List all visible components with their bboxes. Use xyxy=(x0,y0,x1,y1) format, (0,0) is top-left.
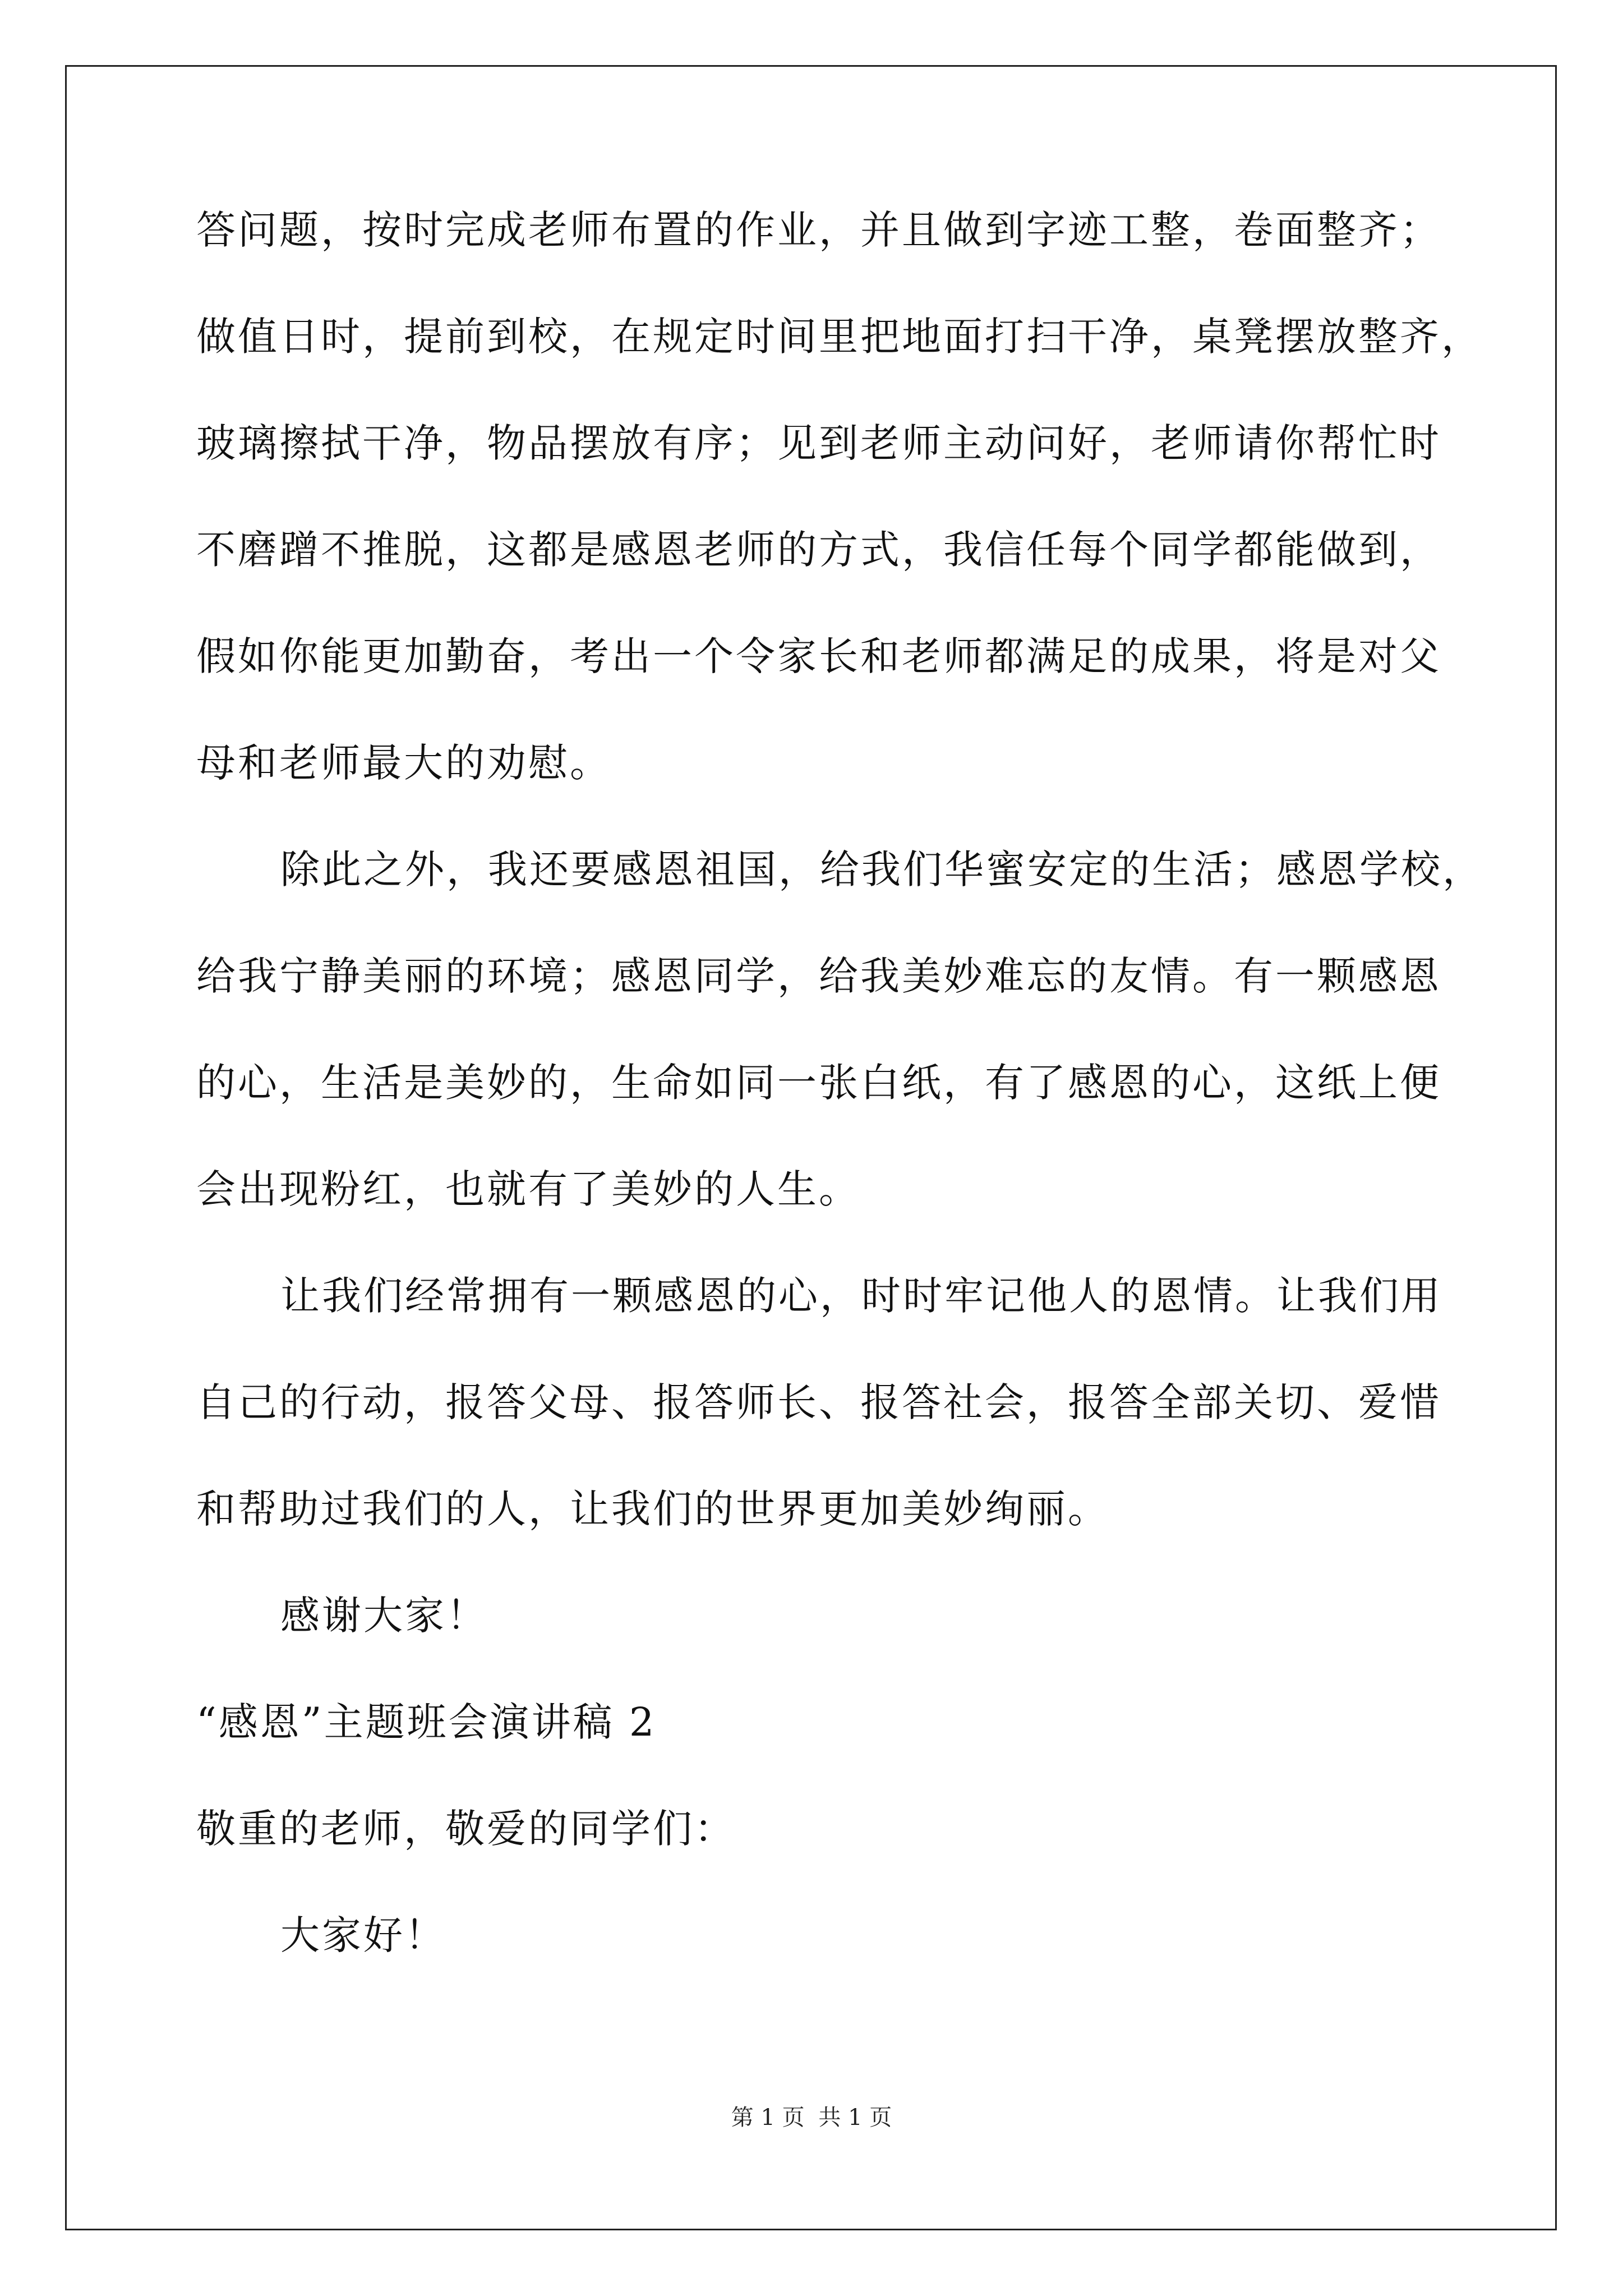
closing-line: 感谢大家！ xyxy=(280,1593,488,1639)
text-line: 和帮助过我们的人，让我们的世界更加美妙绚丽。 xyxy=(196,1486,1109,1532)
salutation: 敬重的老师，敬爱的同学们： xyxy=(196,1806,736,1852)
text-line: 给我宁静美丽的环境；感恩同学，给我美妙难忘的友情。有一颗感恩 xyxy=(196,953,1441,999)
text-line: 除此之外，我还要感恩祖国，给我们华蜜安定的生活；感恩学校， xyxy=(280,846,1484,892)
page-border xyxy=(65,65,1557,2230)
text-line: 答问题，按时完成老师布置的作业，并且做到字迹工整，卷面整齐； xyxy=(196,207,1441,253)
text-line: 玻璃擦拭干净，物品摆放有序；见到老师主动问好，老师请你帮忙时 xyxy=(196,420,1441,466)
greeting: 大家好！ xyxy=(280,1912,446,1958)
text-line: 的心，生活是美妙的，生命如同一张白纸，有了感恩的心，这纸上便 xyxy=(196,1060,1441,1106)
page-total: 共 1 页 xyxy=(818,2105,892,2131)
text-line: 不磨蹭不推脱，这都是感恩老师的方式，我信任每个同学都能做到， xyxy=(196,527,1441,573)
text-line: 让我们经常拥有一颗感恩的心，时时牢记他人的恩情。让我们用 xyxy=(280,1273,1442,1319)
text-line: 会出现粉红，也就有了美妙的人生。 xyxy=(196,1166,860,1212)
text-line: 自己的行动，报答父母、报答师长、报答社会，报答全部关切、爱惜 xyxy=(196,1379,1441,1425)
text-line: 假如你能更加勤奋，考出一个令家长和老师都满足的成果，将是对父 xyxy=(196,633,1441,679)
page-number: 第 1 页 xyxy=(731,2105,805,2131)
section-title: “感恩”主题班会演讲稿 2 xyxy=(196,1699,657,1745)
page-footer xyxy=(0,2101,1623,2134)
text-line: 母和老师最大的劝慰。 xyxy=(196,740,611,786)
text-line: 做值日时，提前到校，在规定时间里把地面打扫干净，桌凳摆放整齐， xyxy=(196,314,1483,360)
